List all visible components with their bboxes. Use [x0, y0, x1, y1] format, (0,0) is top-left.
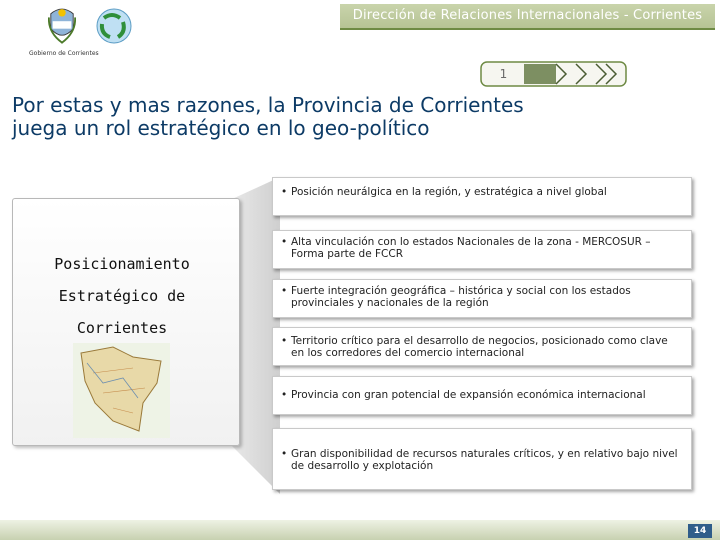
left-title-line-2: Estratégico de	[58, 287, 186, 305]
step-progress	[480, 61, 627, 87]
bullet-item: • Posición neurálgica en la región, y estratégica a nivel global	[272, 177, 692, 216]
recycle-globe-icon	[92, 6, 136, 46]
province-map-image	[73, 343, 170, 438]
title-line-1: Por estas y mas razones, la Provincia de Corrientes	[12, 93, 524, 117]
bullet-text: Fuerte integración geográfica – histórica y social con los estados provinciales y nacionales de la región	[291, 285, 631, 309]
bullet-item: • Gran disponibilidad de recursos naturales críticos, y en relativo bajo nivel de desarrollo y explotación	[272, 428, 692, 490]
left-title-line-1: Posicionamiento	[54, 255, 190, 273]
bullet-text: Alta vinculación con lo estados Nacionales de la zona - MERCOSUR – Forma parte de FCCR	[291, 236, 651, 260]
left-title-line-3: Corrientes	[76, 319, 168, 337]
province-crest-icon	[48, 4, 76, 44]
bullet-item: • Fuerte integración geográfica – histórica y social con los estados provinciales y nacionales de la región	[272, 279, 692, 318]
title-line-2: juega un rol estratégico en lo geo-político	[12, 116, 430, 140]
bullet-text: Posición neurálgica en la región, y estratégica a nivel global	[291, 186, 607, 198]
bullet-text: Gran disponibilidad de recursos naturales críticos, y en relativo bajo nivel de desarrollo y explotación	[291, 448, 678, 472]
slide-title	[12, 94, 712, 140]
bullet-item: • Alta vinculación con lo estados Nacionales de la zona - MERCOSUR – Forma parte de FCCR	[272, 230, 692, 269]
page-number-badge: 14	[688, 524, 712, 538]
bullet-item: • Provincia con gran potencial de expansión económica internacional	[272, 376, 692, 415]
footer-strip	[0, 520, 720, 540]
left-panel-title	[22, 248, 222, 344]
step-number: 1	[499, 67, 508, 81]
header-bar: Dirección de Relaciones Internacionales - Corrientes	[340, 4, 715, 30]
logo-caption: Gobierno de Corrientes	[29, 50, 99, 57]
bullet-text: Territorio crítico para el desarrollo de negocios, posicionado como clave en los corredores del comercio internacional	[291, 335, 668, 359]
bullet-text: Provincia con gran potencial de expansión económica internacional	[291, 389, 646, 401]
bullet-item: • Territorio crítico para el desarrollo de negocios, posicionado como clave en los corredores del comercio internacional	[272, 327, 692, 366]
